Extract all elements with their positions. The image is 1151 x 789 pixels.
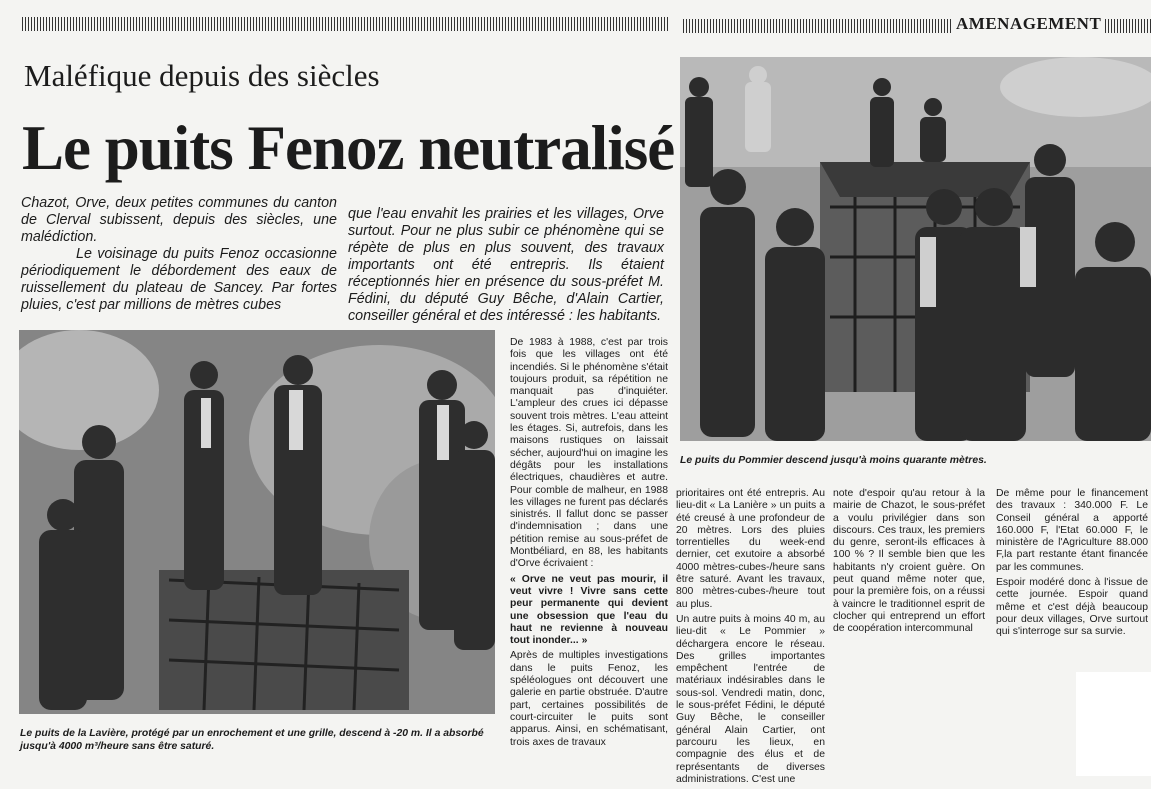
body-paragraph: De même pour le financement des travaux : 340.000 F. Le Conseil général a apporté 160.000 F, l'Etat 60.000 F, le ministère de l'Agriculture 88.000 F,la part restante étant financée par les communes. bbox=[996, 488, 1148, 573]
body-paragraph: De 1983 à 1988, c'est par trois fois que les villages ont été incendiés. Si le phénomène s'était toujours produit, sa répétition ne manquait pas d'inquiéter. L'ampleur des crues ici dépasse souvent trois mètres. L'eau atteint les étages. Si, autrefois, dans les maisons rustiques on laissait sécher, aujourd'hui on imagine les dégâts pour les installations électriques, chaudières et autre. Pour comble de malheur, en 1988 les villages ne furent pas déclarés sinistrés. Il fallut donc se passer d'indemnisation ; dans une pétition remise au sous-préfet de Montbéliard, en 88, les habitants d'Orve écrivaient : bbox=[510, 337, 668, 570]
body-paragraph: Espoir modéré donc à l'issue de cette journée. Espoir quand même et c'est déjà beaucoup pour deux villages, Orve surtout qui s'interroge sur sa survie. bbox=[996, 577, 1148, 638]
photo-laviere-illustration bbox=[19, 330, 495, 714]
lead-paragraph-2: Le voisinage du puits Fenoz occasionne périodiquement le débordement des eaux de ruissellement du plateau de Sancey. Par fortes pluies, c'est par millions de mètres cubes bbox=[21, 246, 337, 313]
header-rule-left bbox=[22, 17, 668, 31]
lead-column-1 bbox=[21, 195, 337, 314]
body-column-4 bbox=[996, 488, 1148, 642]
body-paragraph: Après de multiples investigations dans le puits Fenoz, les spéléologues ont découvert une galerie en partie obstruée. D'autre part, certaines possibilités de court-circuiter le puits sont apparus. Ainsi, en schématisant, trois axes de travaux bbox=[510, 650, 668, 748]
lead-paragraph-3: que l'eau envahit les prairies et les villages, Orve surtout. Pour ne plus subir ce phénomène qui se répète de plus en plus souvent, des travaux importants ont été entrepris. Ils étaient réceptionnés hier en présence du sous-préfet M. Fédini, du député Guy Bêche, d'Alain Cartier, conseiller général et des intéressé : les habitants. bbox=[348, 206, 664, 324]
body-column-1 bbox=[510, 337, 668, 752]
caption-laviere: Le puits de la Lavière, protégé par un enrochement et une grille, descend à -20 m. Il a absorbé jusqu'à 4000 m³/heure sans être saturé. bbox=[20, 728, 484, 752]
header-rule-right bbox=[683, 19, 951, 33]
section-label: AMENAGEMENT bbox=[952, 14, 1105, 34]
photo-pommier bbox=[680, 57, 1151, 441]
body-paragraph: prioritaires ont été entrepris. Au lieu-dit « La Lanière » un puits a été creusé à une profondeur de 20 mètres. Lors des pluies torrentielles du week-end dernier, cet exutoire a absorbé 4000 mètres-cubes-/heure sans être saturé. Avant les travaux, 800 mètres-cubes-/heure tout au plus. bbox=[676, 488, 825, 610]
body-column-3 bbox=[833, 488, 985, 639]
body-paragraph: Un autre puits à moins 40 m, au lieu-dit « Le Pommier » déchargera encore le réseau. Des grilles importantes empêchent l'entrée de matériaux indésirables dans le sous-sol. Vendredi matin, donc, le sous-préfet Fédini, le député Guy Bêche, le conseiller général Alain Cartier, ont parcouru les lieux, en compagnie des élus et de représentants de diverses administrations. C'est une bbox=[676, 613, 825, 785]
blank-area bbox=[1076, 672, 1151, 776]
lead-column-2 bbox=[348, 206, 664, 325]
caption-pommier: Le puits du Pommier descend jusqu'à moins quarante mètres. bbox=[680, 455, 987, 466]
photo-laviere bbox=[19, 330, 495, 714]
body-column-2 bbox=[676, 488, 825, 789]
body-quote: « Orve ne veut pas mourir, il veut vivre ! Vivre sans cette peur permanente qui devient une obsession que l'eau du haut ne revienne à nouveau tout inonder... » bbox=[510, 573, 668, 647]
article-headline: Le puits Fenoz neutralisé bbox=[22, 113, 675, 183]
article-kicker: Maléfique depuis des siècles bbox=[24, 58, 380, 93]
body-paragraph: note d'espoir qu'au retour à la mairie de Chazot, le sous-préfet a voulu privilégier dans son discours. Ces traux, les premiers du genre, seront-ils efficaces à 100 % ? Il semble bien que les habitants n'y croient guère. On peut quand même noter que, pour la première fois, on a réussi à vaincre le traditionnel esprit de clocher qui entreprend un effort de coopération intercommunal bbox=[833, 488, 985, 635]
photo-pommier-illustration bbox=[680, 57, 1151, 441]
lead-paragraph-1: Chazot, Orve, deux petites communes du canton de Clerval subissent, depuis des siècles, une malédiction. bbox=[21, 195, 337, 245]
